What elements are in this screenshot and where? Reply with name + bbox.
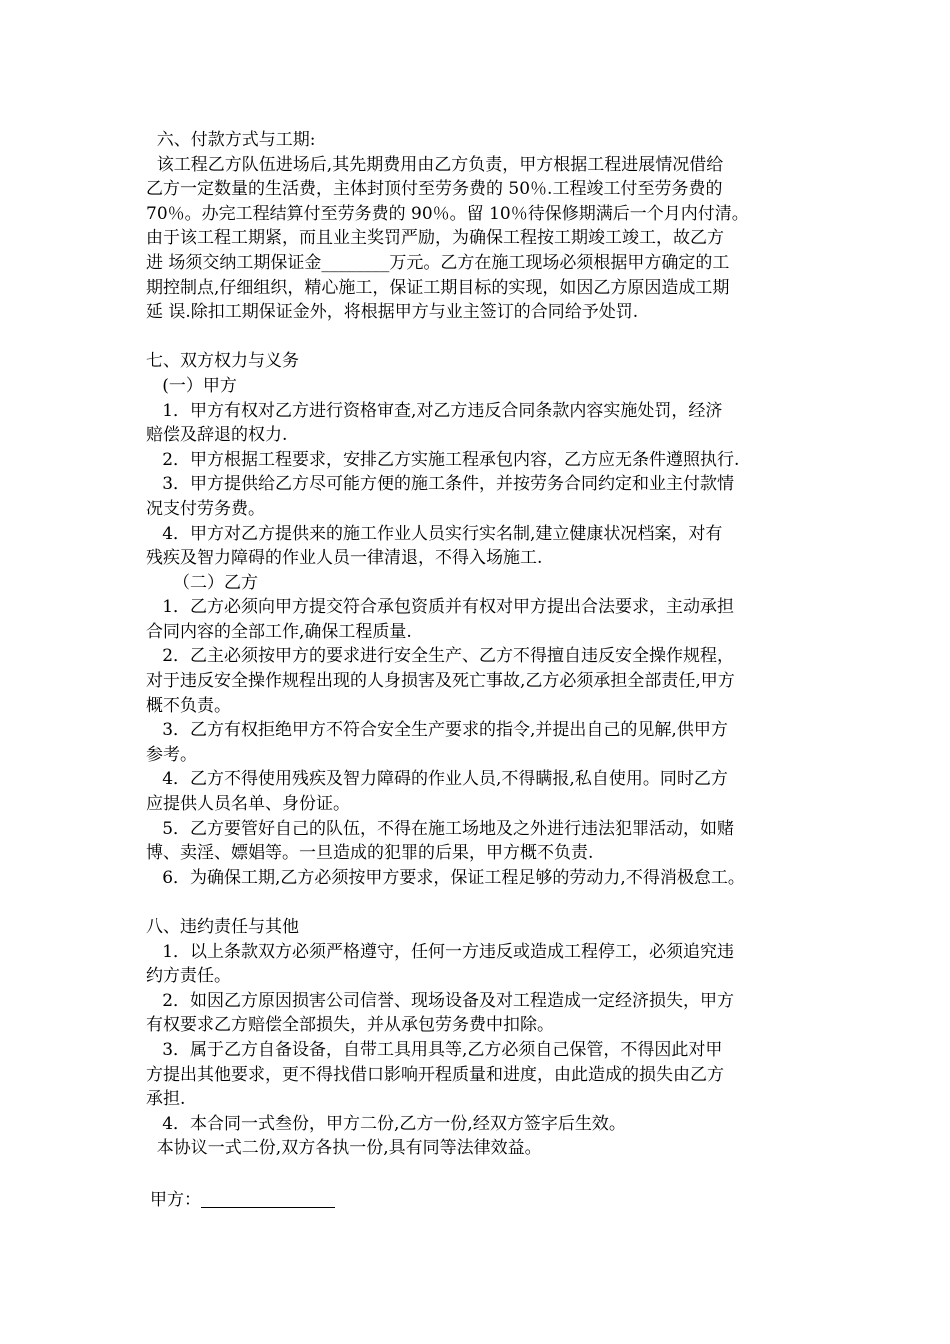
text-line: 本协议一式二份,双方各执一份,具有同等法律效益。 xyxy=(146,1138,542,1159)
text-line: 期控制点,仔细组织，精心施工，保证工期目标的实现，如因乙方原因造成工期 xyxy=(146,277,730,298)
text-line: （二）乙方 xyxy=(146,572,259,593)
text-line: 5．乙方要管好自己的队伍，不得在施工场地及之外进行违法犯罪活动，如赌 xyxy=(146,818,735,839)
text-line: 2．如因乙方原因损害公司信誉、现场设备及对工程造成一定经济损失，甲方 xyxy=(146,990,735,1011)
text-line: 1．以上条款双方必须严格遵守，任何一方违反或造成工程停工，必须追究违 xyxy=(146,941,735,962)
text-line: 况支付劳务费。 xyxy=(146,498,265,519)
signature-blank xyxy=(201,1189,335,1208)
text-line: 承担. xyxy=(146,1089,186,1110)
text-line: 该工程乙方队伍进场后,其先期费用由乙方负责，甲方根据工程进展情况借给 xyxy=(146,154,724,175)
text-line: 合同内容的全部工作,确保工程质量. xyxy=(146,621,412,642)
section-heading: 七、双方权力与义务 xyxy=(146,351,299,372)
text-line: 由于该工程工期紧，而且业主奖罚严励，为确保工程按工期竣工竣工，故乙方 xyxy=(146,228,724,249)
text-line: 博、卖淫、嫖娼等。一旦造成的犯罪的后果，甲方概不负责. xyxy=(146,843,594,864)
text-line: 70％。办完工程结算付至劳务费的 90％。留 10％待保修期满后一个月内付清。 xyxy=(146,203,749,224)
paragraph-gap xyxy=(146,325,814,350)
text-line: 1．乙方必须向甲方提交符合承包资质并有权对甲方提出合法要求，主动承担 xyxy=(146,597,735,618)
text-line: 对于违反安全操作规程出现的人身损害及死亡事故,乙方必须承担全部责任,甲方 xyxy=(146,671,735,692)
text-line: 概不负责。 xyxy=(146,695,231,716)
text-line: 3．甲方提供给乙方尽可能方便的施工条件，并按劳务合同约定和业主付款情 xyxy=(146,474,735,495)
document-body xyxy=(146,128,814,1161)
section-payment-schedule xyxy=(146,128,814,325)
section-liability xyxy=(146,915,814,1161)
signature-label: 甲方： xyxy=(150,1190,201,1210)
text-line: 延 误.除扣工期保证金外，将根据甲方与业主签订的合同给予处罚. xyxy=(146,302,639,323)
section-heading: 六、付款方式与工期: xyxy=(146,130,316,150)
text-line: 有权要求乙方赔偿全部损失，并从承包劳务费中扣除。 xyxy=(146,1015,554,1036)
text-line: 4．甲方对乙方提供来的施工作业人员实行实名制,建立健康状况档案，对有 xyxy=(146,523,723,544)
text-line: 乙方一定数量的生活费，主体封顶付至劳务费的 50％.工程竣工付至劳务费的 xyxy=(146,179,723,200)
section-heading: 八、违约责任与其他 xyxy=(146,917,299,937)
paragraph-gap xyxy=(146,890,814,915)
text-line: 2．甲方根据工程要求，安排乙方实施工程承包内容，乙方应无条件遵照执行. xyxy=(146,449,740,470)
signature-line-party-a xyxy=(150,1188,335,1213)
text-line: 1．甲方有权对乙方进行资格审查,对乙方违反合同条款内容实施处罚，经济 xyxy=(146,400,723,421)
text-line: 进 场须交纳工期保证金________万元。乙方在施工现场必须根据甲方确定的工 xyxy=(146,252,730,273)
text-line: 残疾及智力障碍的作业人员一律清退，不得入场施工. xyxy=(146,548,543,569)
text-line: 3．属于乙方自备设备，自带工具用具等,乙方必须自己保管，不得因此对甲 xyxy=(146,1039,723,1060)
text-line: 4．乙方不得使用残疾及智力障碍的作业人员,不得瞒报,私自使用。同时乙方 xyxy=(146,769,728,790)
text-line: (一）甲方 xyxy=(146,375,237,396)
text-line: 3．乙方有权拒绝甲方不符合安全生产要求的指令,并提出自己的见解,供甲方 xyxy=(146,720,728,741)
text-line: 6．为确保工期,乙方必须按甲方要求，保证工程足够的劳动力,不得消极怠工。 xyxy=(146,867,745,888)
text-line: 方提出其他要求，更不得找借口影响开程质量和进度，由此造成的损失由乙方 xyxy=(146,1064,724,1085)
text-line: 4．本合同一式叁份，甲方二份,乙方一份,经双方签字后生效。 xyxy=(146,1113,626,1134)
text-line: 约方责任。 xyxy=(146,966,231,987)
text-line: 2．乙主必须按甲方的要求进行安全生产、乙方不得擅自违反安全操作规程， xyxy=(146,646,735,667)
text-line: 参考。 xyxy=(146,744,197,765)
section-rights-obligations xyxy=(146,349,814,890)
text-line: 赔偿及辞退的权力. xyxy=(146,425,288,446)
text-line: 应提供人员名单、身份证。 xyxy=(146,794,350,815)
